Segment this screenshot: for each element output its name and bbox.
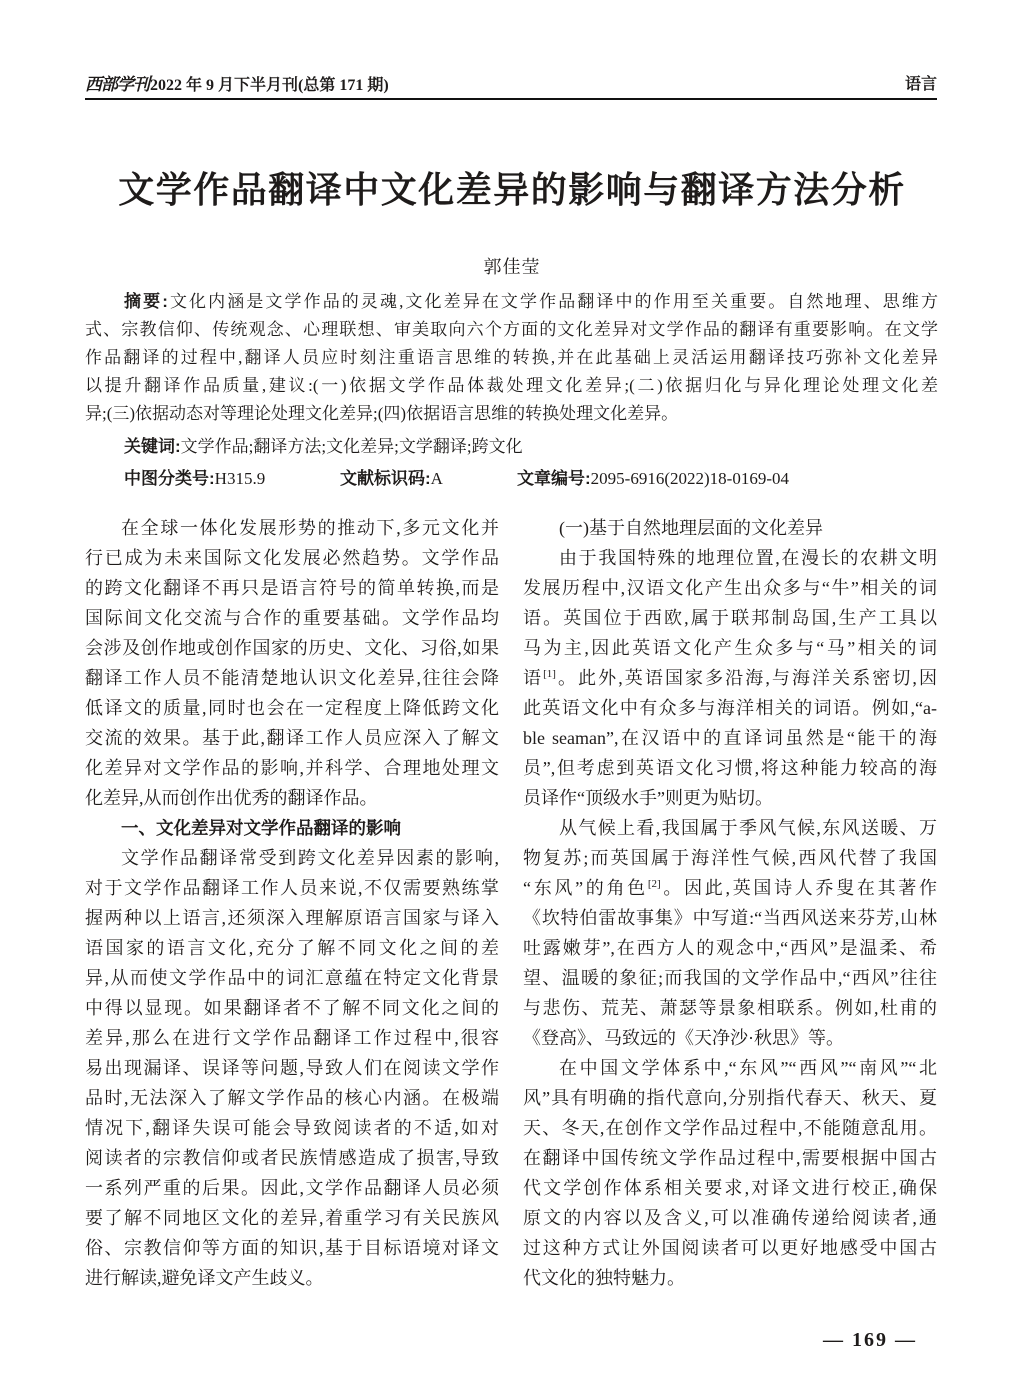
article-number-label: 文章编号:: [517, 469, 591, 488]
keywords: [124, 433, 523, 461]
line-text: 语: [523, 668, 544, 688]
section-one-paragraph-line: 异,从而使文学作品中的词汇意蕴在特定文化背景: [85, 968, 499, 988]
document-code-label: 文献标识码:: [340, 469, 431, 488]
abstract-line: 以提升翻译作品质量,建议:(一)依据文学作品体裁处理文化差异;(二)依据归化与异化理论处理文化差: [85, 376, 938, 395]
wind-terms-paragraph-line: 天、冬天,在创作文学作品过程中,不能随意乱用。: [523, 1118, 937, 1138]
climate-paragraph-line: 与悲伤、荒芜、萧瑟等景象相联系。例如,杜甫的: [523, 998, 937, 1018]
clc-value: H315.9: [214, 469, 266, 488]
climate-paragraph-line: 望、温暖的象征;而我国的文学作品中,“西风”往往: [523, 968, 937, 988]
section-one-paragraph: [85, 843, 499, 1293]
wind-terms-paragraph-line: 原文的内容以及含义,可以准确传递给阅读者,通: [523, 1208, 937, 1228]
section-one-paragraph-line: 一系列严重的后果。因此,文学作品翻译人员必须: [85, 1178, 499, 1198]
wind-terms-paragraph-line: 代文化的独特魅力。: [523, 1268, 685, 1288]
article-number: [517, 465, 789, 493]
clc-number: [124, 465, 265, 493]
geography-paragraph-line: 由于我国特殊的地理位置,在漫长的农耕文明: [559, 548, 937, 568]
section-one-paragraph-line: 易出现漏译、误译等问题,导致人们在阅读文学作: [85, 1058, 499, 1078]
abstract-text: 文化内涵是文学作品的灵魂,文化差异在文学作品翻译中的作用至关重要。自然地理、思维方: [167, 292, 938, 311]
subsection-heading: (一)基于自然地理层面的文化差异: [559, 518, 823, 538]
line-text: “东风”的角色: [523, 878, 648, 898]
section-one-paragraph-line: 情况下,翻译失误可能会导致阅读者的不适,如对: [85, 1118, 499, 1138]
climate-paragraph-line: 从气候上看,我国属于季风气候,东风送暖、万: [559, 818, 937, 838]
climate-paragraph-line: 《坎特伯雷故事集》中写道:“当西风送来芬芳,山林: [523, 908, 937, 928]
climate-paragraph: [523, 813, 937, 1053]
keywords-value: 文学作品;翻译方法;文化差异;文学翻译;跨文化: [180, 437, 523, 456]
section-label: 语言: [904, 76, 937, 93]
page-number: — 169 —: [823, 1329, 917, 1351]
section-one-paragraph-line: 俗、宗教信仰等方面的知识,基于目标语境对译文: [85, 1238, 499, 1258]
running-header: [85, 72, 937, 100]
climate-paragraph-line: 《登高》、马致远的《天净沙·秋思》等。: [523, 1028, 844, 1048]
wind-terms-paragraph-line: 在中国文学体系中,“东风”“西风”“南风”“北: [559, 1058, 937, 1078]
wind-terms-paragraph: [523, 1053, 937, 1293]
section-one-paragraph-line: 品时,无法深入了解文学作品的核心内涵。在极端: [85, 1088, 499, 1108]
section-one-paragraph-line: 语国家的语言文化,充分了解不同文化之间的差: [85, 938, 499, 958]
reference-marker: [1]: [543, 668, 556, 680]
intro-paragraph-line: 化差异对文学作品的影响,并科学、合理地处理文: [85, 758, 499, 778]
abstract-label: 摘要:: [124, 292, 168, 311]
intro-paragraph-line: 翻译工作人员不能清楚地认识文化差异,往往会降: [85, 668, 499, 688]
geography-paragraph-line: 此英语文化中有众多与海洋相关的词语。例如,“a-: [523, 698, 937, 718]
wind-terms-paragraph-line: 风”具有明确的指代意向,分别指代春天、秋天、夏: [523, 1088, 937, 1108]
abstract: [85, 288, 938, 428]
line-text: 。因此,英国诗人乔叟在其著作: [660, 878, 937, 898]
section-one-paragraph-line: 进行解读,避免译文产生歧义。: [85, 1268, 324, 1288]
intro-paragraph: [85, 513, 499, 813]
section-one-paragraph-line: 握两种以上语言,还须深入理解原语言国家与译入: [85, 908, 499, 928]
keywords-label: 关键词:: [124, 437, 181, 456]
reference-marker: [2]: [647, 878, 661, 890]
section-one-paragraph-line: 文学作品翻译常受到跨文化差异因素的影响,: [121, 848, 499, 868]
article-number-value: 2095-6916(2022)18-0169-04: [590, 469, 789, 488]
geography-paragraph-line: [523, 663, 937, 693]
abstract-line: 异;(三)依据动态对等理论处理文化差异;(四)依据语言思维的转换处理文化差异。: [85, 404, 679, 423]
intro-paragraph-line: 低译文的质量,同时也会在一定程度上降低跨文化: [85, 698, 499, 718]
intro-paragraph-line: 在全球一体化发展形势的推动下,多元文化并: [121, 518, 499, 538]
geography-paragraph-line: ble seaman”,在汉语中的直译词虽然是“能干的海: [523, 728, 937, 748]
geography-paragraph-line: 员译作“顶级水手”则更为贴切。: [523, 788, 773, 808]
climate-paragraph-line: [523, 873, 937, 903]
intro-paragraph-line: 会涉及创作地或创作国家的历史、文化、习俗,如果: [85, 638, 499, 658]
wind-terms-paragraph-line: 代文学创作体系相关要求,对译文进行校正,确保: [523, 1178, 937, 1198]
geography-paragraph-line: 发展历程中,汉语文化产生出众多与“牛”相关的词: [523, 578, 937, 598]
document-code-value: A: [430, 469, 443, 488]
author-name: 郭佳莹: [483, 257, 541, 277]
clc-label: 中图分类号:: [124, 469, 215, 488]
geography-paragraph-line: 马为主,因此英语文化产生众多与“马”相关的词: [523, 638, 937, 658]
section-one-paragraph-line: 要了解不同地区文化的差异,着重学习有关民族风: [85, 1208, 499, 1228]
geography-paragraph: [523, 543, 937, 813]
intro-paragraph-line: 行已成为未来国际文化发展必然趋势。文学作品: [85, 548, 499, 568]
wind-terms-paragraph-line: 在翻译中国传统文学作品过程中,需要根据中国古: [523, 1148, 937, 1168]
abstract-line: 式、宗教信仰、传统观念、心理联想、审美取向六个方面的文化差异对文学作品的翻译有重要影响。在文学: [85, 320, 938, 339]
wind-terms-paragraph-line: 过这种方式让外国阅读者可以更好地感受中国古: [523, 1238, 937, 1258]
intro-paragraph-line: 国际间文化交流与合作的重要基础。文学作品均: [85, 608, 499, 628]
section-one-paragraph-line: 中得以显现。如果翻译者不了解不同文化之间的: [85, 998, 499, 1018]
geography-paragraph-line: 语。英国位于西欧,属于联邦制岛国,生产工具以: [523, 608, 937, 628]
intro-paragraph-line: 的跨文化翻译不再只是语言符号的简单转换,而是: [85, 578, 499, 598]
intro-paragraph-line: 化差异,从而创作出优秀的翻译作品。: [85, 788, 378, 808]
document-code: [340, 465, 443, 493]
intro-paragraph-line: 交流的效果。基于此,翻译工作人员应深入了解文: [85, 728, 499, 748]
abstract-line: 作品翻译的过程中,翻译人员应时刻注重语言思维的转换,并在此基础上灵活运用翻译技巧弥补文化差异: [85, 348, 938, 367]
section-one-paragraph-line: 阅读者的宗教信仰或者民族情感造成了损害,导致: [85, 1148, 499, 1168]
classification-line: [0, 465, 1024, 493]
climate-paragraph-line: 吐露嫩芽”,在西方人的观念中,“西风”是温柔、希: [523, 938, 937, 958]
geography-paragraph-line: 员”,但考虑到英语文化习惯,将这种能力较高的海: [523, 758, 937, 778]
section-one-paragraph-line: 差异,那么在进行文学作品翻译工作过程中,很容: [85, 1028, 499, 1048]
issue-info: 2022 年 9 月下半月刊(总第 171 期): [150, 77, 389, 94]
left-column: [85, 513, 499, 1293]
abstract-line: [85, 288, 938, 316]
journal-logo: 西部学刊: [85, 75, 149, 94]
right-column: [523, 513, 937, 1293]
climate-paragraph-line: 物复苏;而英国属于海洋性气候,西风代替了我国: [523, 848, 937, 868]
line-text: 。此外,英语国家多沿海,与海洋关系密切,因: [555, 668, 937, 688]
article-title: 文学作品翻译中文化差异的影响与翻译方法分析: [118, 170, 906, 210]
section-one-paragraph-line: 对于文学作品翻译工作人员来说,不仅需要熟练掌: [85, 878, 499, 898]
section-one-heading: 一、文化差异对文学作品翻译的影响: [121, 818, 401, 838]
